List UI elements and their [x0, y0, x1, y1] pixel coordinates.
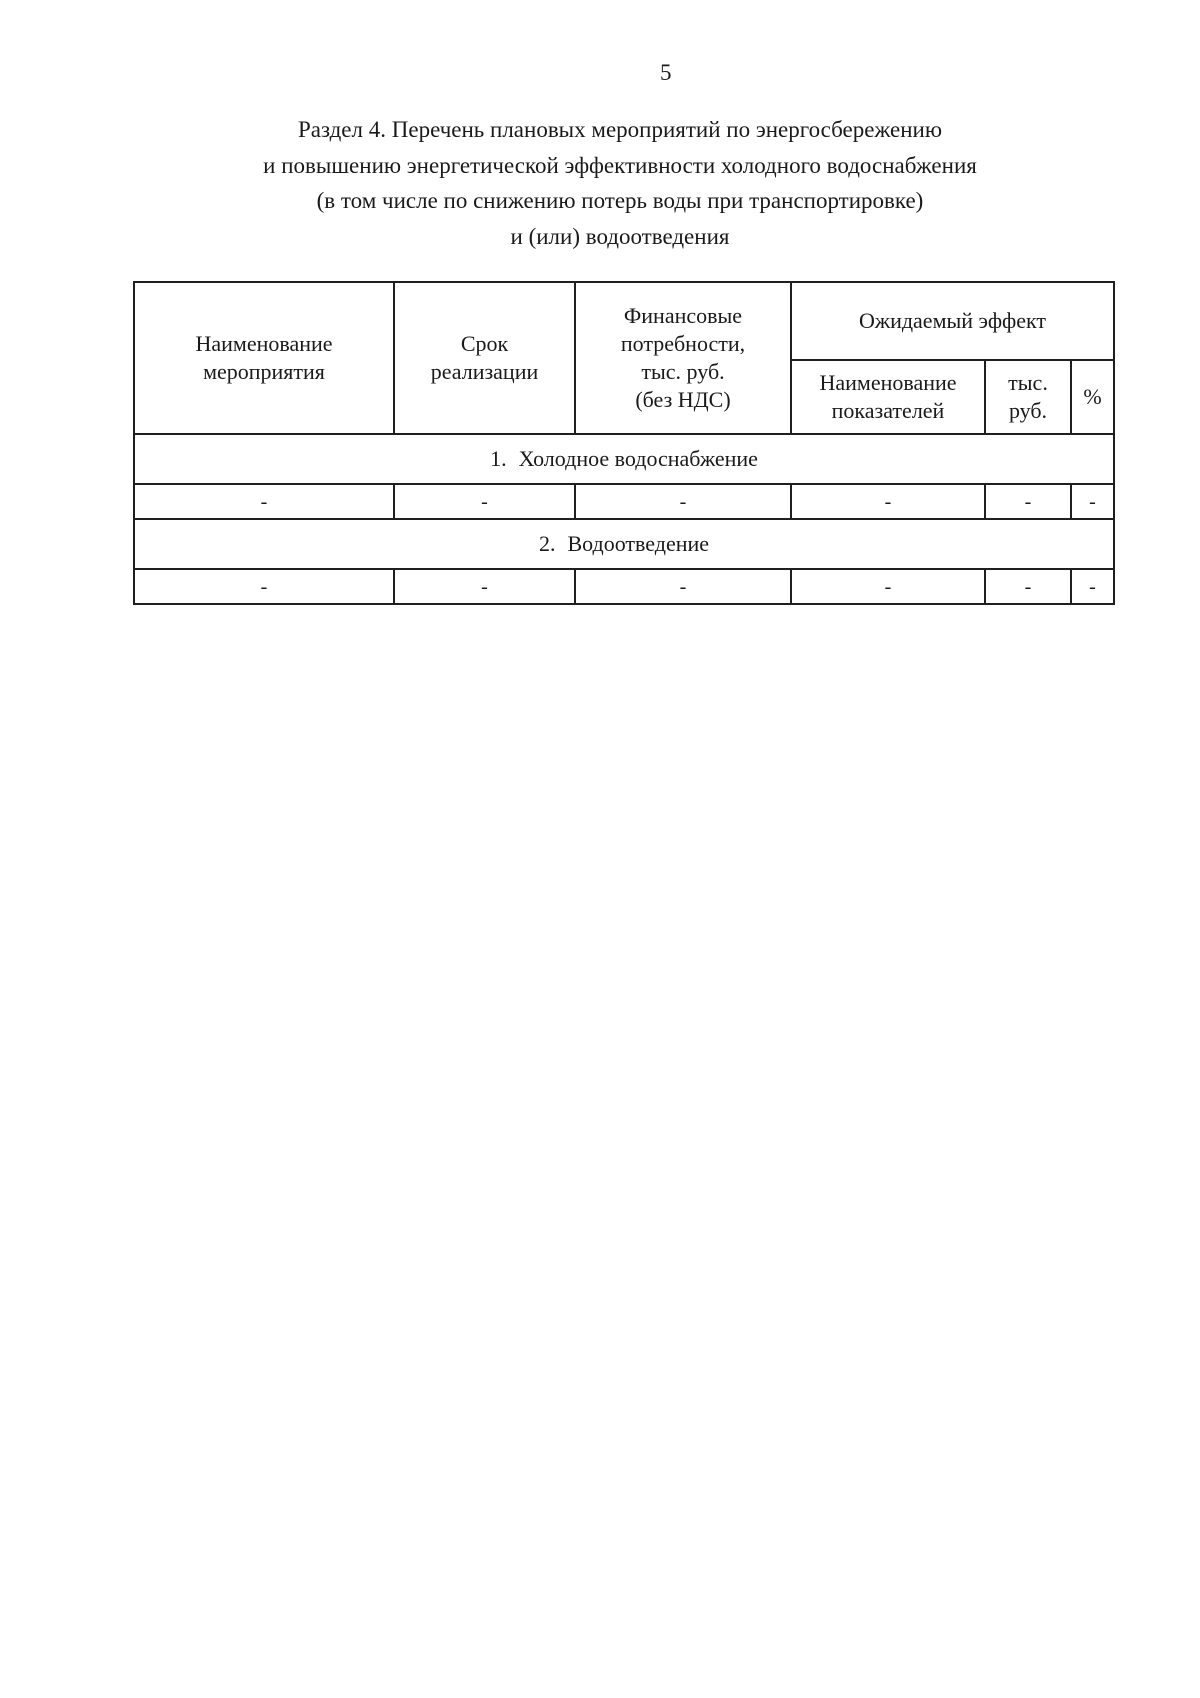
header-activity — [134, 282, 394, 434]
section-name: Холодное водоснабжение — [518, 446, 758, 471]
header-thousand-rub-line: руб. — [1008, 398, 1048, 423]
cell-period: - — [394, 569, 575, 604]
header-thousand-rub-line: тыс. — [1008, 370, 1048, 395]
section-title-line-4: и (или) водоотведения — [510, 223, 730, 249]
header-finance-line: Финансовые — [623, 303, 743, 328]
section-label — [134, 434, 1114, 484]
section-number: 1. — [490, 446, 507, 471]
header-thousand-rub — [985, 360, 1071, 434]
cell-finance: - — [575, 569, 791, 604]
cell-indicator: - — [791, 569, 985, 604]
section-name: Водоотведение — [567, 531, 710, 556]
header-finance — [575, 282, 791, 434]
section-row-cold-water — [134, 434, 1114, 484]
cell-percent: - — [1071, 484, 1114, 519]
header-indicator-name — [791, 360, 985, 434]
header-finance-line: тыс. руб. — [641, 359, 725, 384]
cell-activity: - — [134, 484, 394, 519]
section-title-line-3: (в том числе по снижению потерь воды при транспортировке) — [316, 188, 924, 213]
table-header-row-top — [134, 282, 1114, 360]
section-number: 2. — [538, 531, 556, 556]
section-title-line-2: и повышению энергетической эффективности холодного водоснабжения — [263, 152, 977, 178]
cell-period: - — [394, 484, 575, 519]
cell-percent: - — [1071, 569, 1114, 604]
header-indicator-line: Наименование — [819, 370, 957, 395]
header-finance-line: (без НДС) — [635, 387, 731, 412]
header-period-line: реализации — [430, 359, 539, 384]
header-finance-line: потребности, — [620, 331, 746, 356]
cell-thousand-rub: - — [985, 569, 1071, 604]
header-period — [394, 282, 575, 434]
cell-finance: - — [575, 484, 791, 519]
header-activity-line: Наименование — [195, 331, 333, 356]
page-number: 5 — [660, 60, 672, 85]
section-row-water-disposal — [134, 519, 1114, 569]
table-row-empty — [134, 569, 1114, 604]
header-period-line: Срок — [460, 331, 509, 356]
header-activity-line: мероприятия — [203, 359, 325, 384]
measures-table — [133, 281, 1115, 605]
cell-activity: - — [134, 569, 394, 604]
section-label — [134, 519, 1114, 569]
table-row-empty — [134, 484, 1114, 519]
header-indicator-line: показателей — [831, 398, 945, 423]
header-expected-effect: Ожидаемый эффект — [791, 282, 1114, 360]
section-title — [20, 112, 1200, 254]
cell-thousand-rub: - — [985, 484, 1071, 519]
section-title-line-1: Раздел 4. Перечень плановых мероприятий по энергосбережению — [297, 117, 943, 142]
header-percent: % — [1071, 360, 1114, 434]
cell-indicator: - — [791, 484, 985, 519]
